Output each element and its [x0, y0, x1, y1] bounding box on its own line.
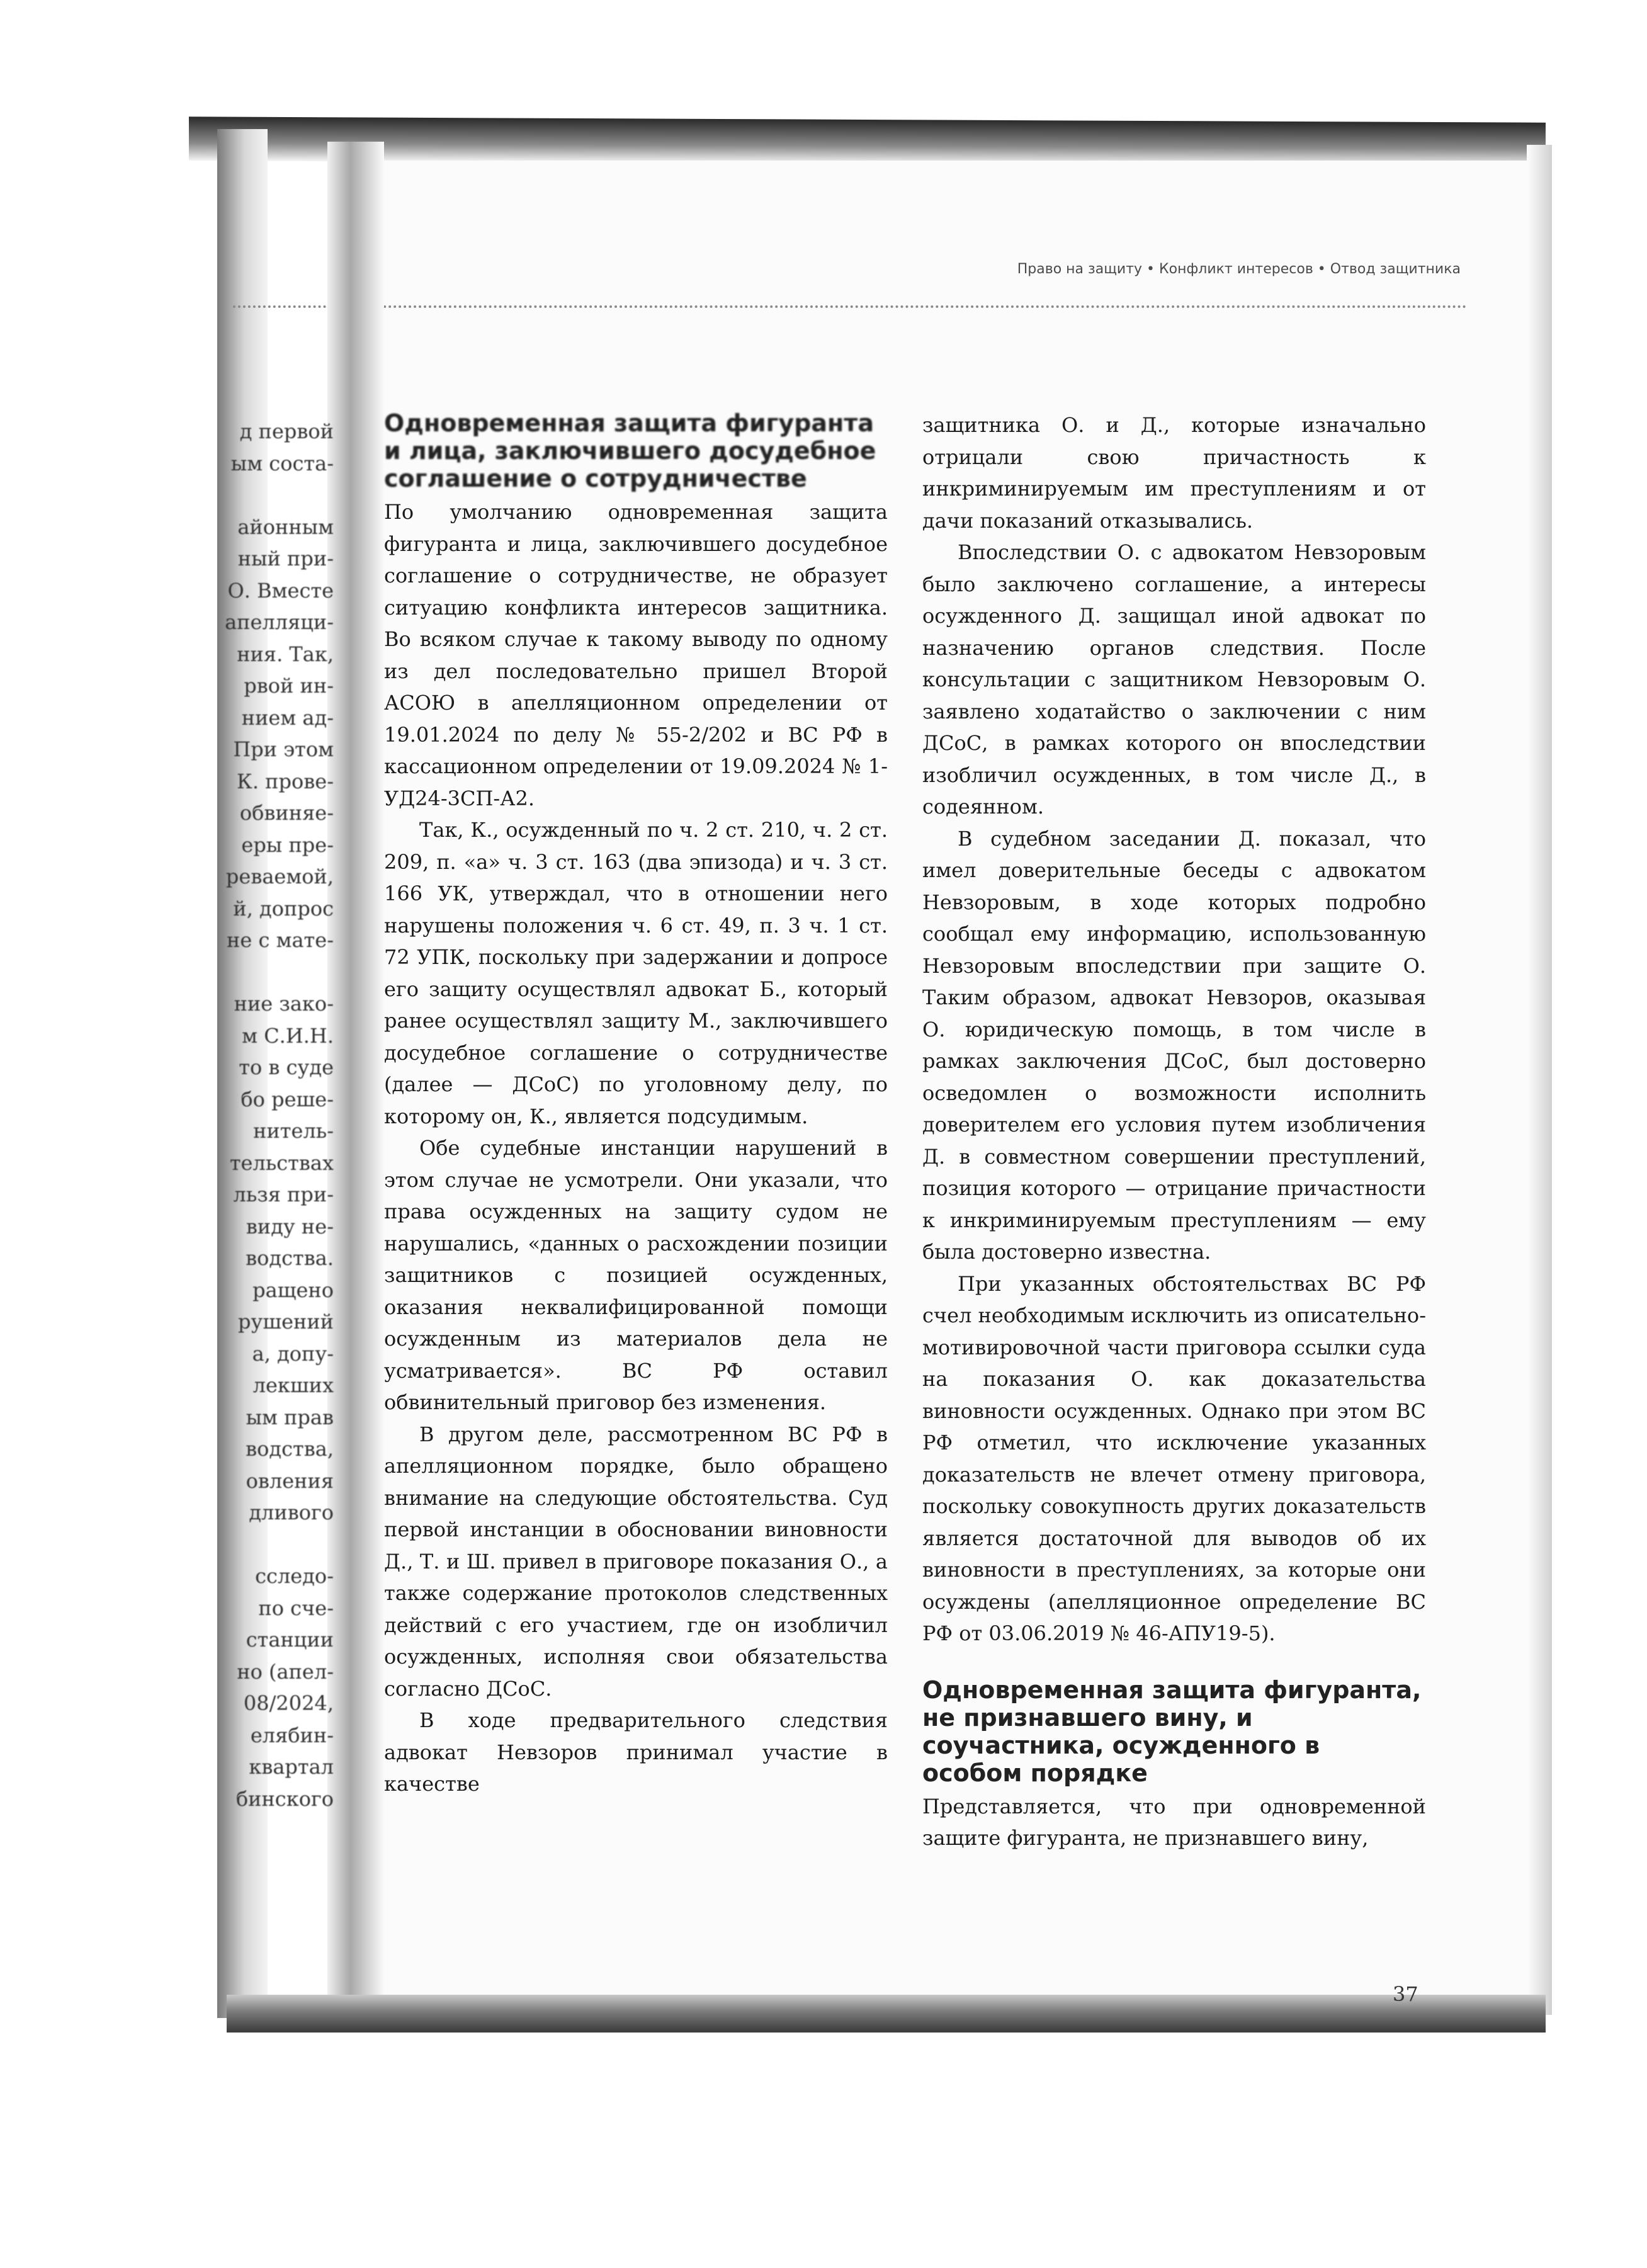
strip-line: рушений	[238, 1310, 334, 1334]
strip-line: водства.	[246, 1246, 334, 1270]
paragraph: В ходе предварительного следствия адвокат Невзоров принимал участие в качестве	[384, 1708, 888, 1796]
strip-line: овления	[246, 1468, 334, 1493]
strip-line: нием ад-	[241, 705, 334, 730]
strip-line: елябин-	[250, 1723, 334, 1747]
scan-shadow-top	[189, 116, 1546, 166]
page-number: 37	[1393, 1982, 1418, 2006]
paragraph: Впоследствии О. с адвокатом Невзоровым было заключено соглашение, а интересы осужденного Д. защищал иной адвокат по назначению органов следствия. После консультации с защитником Невзоровым О. заявлено ходатайство о заключении с ним ДСоС, в рамках которого он впоследствии изобличил осужденных, в том числе Д., в содеянном.	[922, 540, 1426, 819]
strip-line: виду не-	[246, 1214, 334, 1239]
text-column-right	[922, 409, 1426, 1854]
strip-line: д первой	[239, 419, 334, 443]
strip-line: обвиняе-	[239, 801, 334, 825]
strip-line: сследо-	[255, 1564, 334, 1588]
strip-line: айонным	[237, 514, 334, 539]
strip-line: квартал	[249, 1755, 334, 1779]
running-header: Право на защиту • Конфликт интересов • Отвод защитника	[1017, 261, 1461, 277]
strip-line: ный при-	[237, 547, 334, 570]
section-heading-2: Одновременная защита фигуранта, не признавшего вину, и соучастника, осужденного в особом порядке	[922, 1675, 1422, 1787]
strip-line: то в суде	[239, 1055, 334, 1079]
strip-line: К. прове-	[237, 769, 334, 793]
strip-line: еры пре-	[241, 832, 334, 857]
strip-line: рвой ин-	[244, 674, 334, 698]
strip-line: не с мате-	[227, 928, 334, 952]
strip-line	[214, 479, 334, 511]
text-column-left	[384, 409, 888, 1800]
scan-shadow-gutter	[327, 142, 384, 2015]
strip-line: тельствах	[229, 1150, 334, 1175]
strip-line: по сче-	[258, 1596, 334, 1620]
strip-line	[214, 956, 334, 989]
paragraph: Представляется, что при одновременной защите фигуранта, не признавшего вину,	[922, 1794, 1426, 1850]
strip-line: ращено	[252, 1278, 334, 1302]
strip-line: бо реше-	[241, 1087, 334, 1111]
strip-line: льзя при-	[233, 1182, 334, 1206]
strip-line: дливого	[249, 1500, 334, 1524]
strip-line: й, допрос	[233, 896, 334, 921]
strip-line: станции	[246, 1628, 334, 1652]
paragraph: При указанных обстоятельствах ВС РФ счел необходимым исключить из описательно-мотивировочной части приговора ссылки суда на показания О. как доказательства виновности осужденных. Однако при этом ВС РФ отметил, что исключение указанных доказательств не влечет отмену приговора, поскольку совокупность других доказательств является достаточной для выводов об их виновности в преступлениях, за которые они осуждены (апелляционное определение ВС РФ от 03.06.2019 № 46-АПУ19-5).	[922, 1271, 1426, 1645]
paragraph: В другом деле, рассмотренном ВС РФ в апелляционном порядке, было обращено внимание на следующие обстоятельства. Суд первой инстанции в обосновании виновности Д., Т. и Ш. привел в приговоре показания О., а также содержание протоколов следственных действий с его участием, где он изобличил осужденных, исполняя свои обязательства согласно ДСоС.	[384, 1422, 888, 1701]
strip-line: ния. Так,	[237, 642, 334, 666]
paragraph: защитника О. и Д., которые изначально отрицали свою причастность к инкриминируемым им преступлениям и от дачи показаний отказывались.	[922, 413, 1426, 533]
scan-shadow-right	[1527, 145, 1552, 2015]
strip-line: 08/2024,	[243, 1691, 334, 1715]
section-heading-1: Одновременная защита фигуранта и лица, заключившего досудебное соглашение о сотрудничестве	[384, 409, 876, 492]
strip-line: ым соста-	[230, 451, 334, 475]
strip-line: м С.И.Н.	[242, 1023, 334, 1048]
scan-shadow-bottom	[227, 1995, 1546, 2033]
paragraph: Обе судебные инстанции нарушений в этом случае не усмотрели. Они указали, что права осужденных на защиту судом не нарушались, «данных о расхождении позиции защитников с позицией осужденных, оказания неквалифицированной помощи осужденным из материалов дела не усматривается». ВС РФ оставил обвинительный приговор без изменения.	[384, 1136, 888, 1414]
strip-line: бинского	[235, 1786, 334, 1811]
strip-line	[214, 1529, 334, 1561]
paragraph: В судебном заседании Д. показал, что имел доверительные беседы с адвокатом Невзоровым, в ходе которых подробно сообщал ему информацию, использованную Невзоровым впоследствии при защите О. Таким образом, адвокат Невзоров, оказывая О. юридическую помощь, в том числе в рамках заключения ДСоС, был достоверно осведомлен о возможности исполнить доверителем его условия путем изобличения Д. в совместном совершении преступлений, позиция которого — отрицание причастности к инкриминируемым преступлениям — ему была достоверно известна.	[922, 826, 1426, 1264]
header-dotted-rule	[233, 305, 1467, 308]
strip-line: а, допу-	[252, 1341, 334, 1366]
strip-line: реваемой,	[225, 865, 334, 888]
paragraph: Так, К., осужденный по ч. 2 ст. 210, ч. 2 ст. 209, п. «а» ч. 3 ст. 163 (два эпизода) и ч. 3 ст. 166 УК, утверждал, что в отношении него нарушены положения ч. 6 ст. 49, п. 3 ч. 1 ст. 72 УПК, поскольку при задержании и допросе его защиту осуществлял адвокат Б., который ранее осуществлял защиту М., заключившего досудебное соглашение о сотрудничестве (далее — ДСоС) по уголовному делу, по которому он, К., является подсудимым.	[384, 818, 888, 1128]
strip-line: О. Вместе	[227, 578, 334, 603]
strip-line: апелляци-	[225, 610, 334, 634]
strip-line: ым прав	[246, 1405, 334, 1429]
strip-line: нитель-	[253, 1119, 334, 1143]
strip-line: но (апел-	[237, 1659, 334, 1684]
strip-line: водства,	[246, 1437, 334, 1461]
strip-line: лекших	[252, 1373, 334, 1397]
strip-line: При этом	[233, 737, 334, 761]
paragraph: По умолчанию одновременная защита фигуранта и лица, заключившего досудебное соглашение о сотрудничестве, не образует ситуацию конфликта интересов защитника. Во всяком случае к такому выводу по одному из дел последовательно пришел Второй АСОЮ в апелляционном определении от 19.01.2024 по делу № 55-2/202 и ВС РФ в кассационном определении от 19.09.2024 № 1-УД24-3СП-А2.	[384, 500, 888, 810]
previous-page-strip	[214, 416, 334, 1815]
strip-line: ние зако-	[234, 992, 334, 1016]
